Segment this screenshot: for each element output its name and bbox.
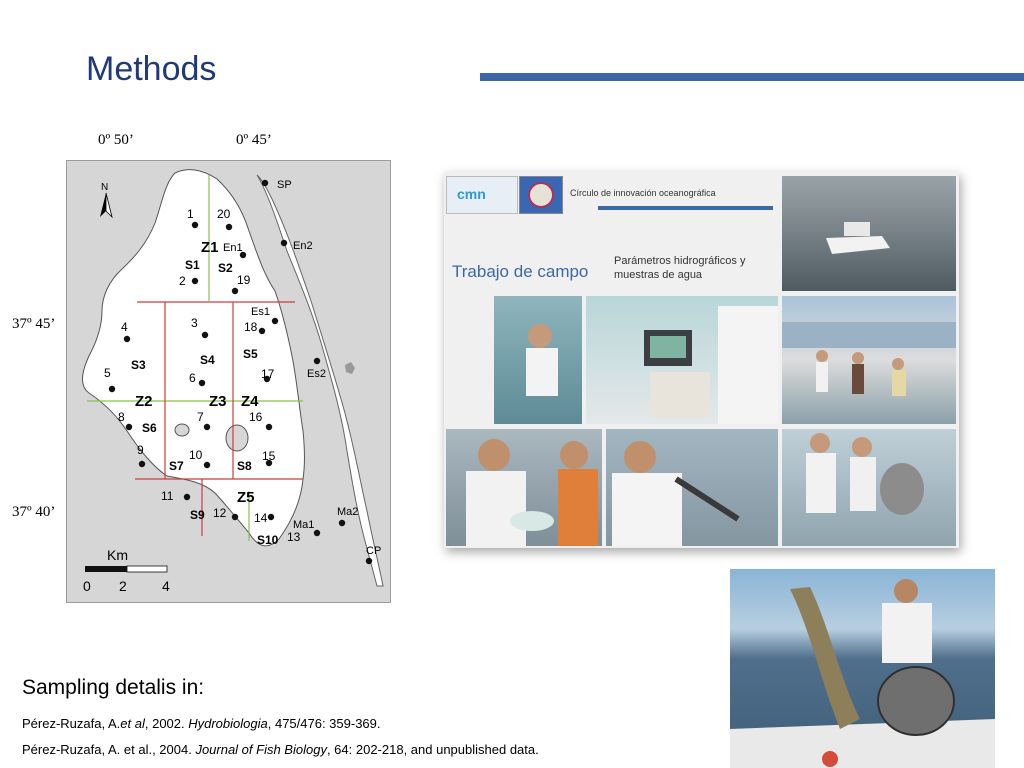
sector-s3: S3 bbox=[131, 358, 146, 372]
zone-z4: Z4 bbox=[241, 393, 259, 410]
station-13: 13 bbox=[287, 530, 301, 544]
station-5: 5 bbox=[104, 366, 111, 380]
north-label: N bbox=[101, 182, 109, 193]
scale-unit: Km bbox=[107, 547, 128, 563]
collage-rule bbox=[598, 206, 773, 210]
sampling-heading: Sampling detalis in: bbox=[22, 676, 205, 699]
photo-sampler-bottle bbox=[494, 296, 582, 424]
field-subtitle bbox=[614, 254, 745, 282]
station-cp: CP bbox=[366, 545, 382, 557]
reference-1 bbox=[22, 716, 381, 731]
station-es1: Es1 bbox=[251, 306, 270, 318]
zone-z2: Z2 bbox=[135, 393, 153, 410]
coord-left-1: 37º 45’ bbox=[12, 316, 56, 332]
zone-z1: Z1 bbox=[201, 239, 219, 256]
sector-s6: S6 bbox=[142, 421, 157, 435]
ref2-authors: Pérez-Ruzafa, A. et al., 2004. bbox=[22, 742, 196, 757]
station-sp: SP bbox=[277, 179, 292, 191]
station-ma2: Ma2 bbox=[337, 506, 359, 518]
station-6: 6 bbox=[189, 371, 196, 385]
photo-divers-dock bbox=[782, 296, 956, 424]
station-18: 18 bbox=[244, 320, 258, 334]
cmn-logo-icon bbox=[446, 176, 518, 214]
station-8: 8 bbox=[118, 410, 125, 424]
scale-tick-2: 2 bbox=[119, 578, 127, 594]
field-subtitle-line-2: muestras de agua bbox=[614, 269, 703, 281]
circle-innovation-logo-icon bbox=[519, 176, 563, 214]
station-4: 4 bbox=[121, 320, 128, 334]
fieldwork-collage bbox=[444, 172, 959, 548]
photo-instrument-screen bbox=[586, 296, 778, 424]
ref1-journal: Hydrobiologia bbox=[188, 716, 268, 731]
station-1: 1 bbox=[187, 207, 194, 221]
field-subtitle-line-1: Parámetros hidrográficos y bbox=[614, 255, 746, 267]
ref1-year: , 2002. bbox=[144, 716, 189, 731]
logo-caption: Círculo de innovación oceanográfica bbox=[570, 188, 716, 198]
coord-top-2: 0º 45’ bbox=[236, 132, 272, 148]
ref2-journal: Journal of Fish Biology bbox=[195, 742, 327, 757]
station-7: 7 bbox=[197, 410, 204, 424]
station-20: 20 bbox=[217, 207, 231, 221]
station-en1: En1 bbox=[223, 242, 243, 254]
sector-s10: S10 bbox=[257, 533, 279, 547]
station-19: 19 bbox=[237, 273, 251, 287]
field-title: Trabajo de campo bbox=[452, 262, 589, 281]
sector-s7: S7 bbox=[169, 459, 184, 473]
station-2: 2 bbox=[179, 274, 186, 288]
ref2-rest: , 64: 202-218, and unpublished data. bbox=[326, 742, 539, 757]
title-accent-rule bbox=[480, 73, 1024, 81]
station-3: 3 bbox=[191, 316, 198, 330]
photo-water-filtering bbox=[446, 429, 602, 546]
scale-tick-4: 4 bbox=[162, 578, 170, 594]
scale-tick-0: 0 bbox=[83, 578, 91, 594]
sector-s8: S8 bbox=[237, 459, 252, 473]
sector-s5: S5 bbox=[243, 347, 258, 361]
zone-z5: Z5 bbox=[237, 489, 255, 506]
station-es2: Es2 bbox=[307, 368, 326, 380]
station-ma1: Ma1 bbox=[293, 519, 315, 531]
ref1-etal: et al bbox=[120, 716, 145, 731]
sector-s1: S1 bbox=[185, 258, 200, 272]
station-12: 12 bbox=[213, 506, 227, 520]
photo-probe-deployment bbox=[606, 429, 778, 546]
zone-z3: Z3 bbox=[209, 393, 227, 410]
photo-boat-sea bbox=[782, 176, 956, 291]
station-9: 9 bbox=[137, 443, 144, 457]
station-17: 17 bbox=[261, 367, 275, 381]
station-16: 16 bbox=[249, 410, 263, 424]
sector-s9: S9 bbox=[190, 508, 205, 522]
ref1-rest: , 475/476: 359-369. bbox=[267, 716, 381, 731]
scale-bar bbox=[85, 566, 127, 572]
lagoon-map bbox=[66, 160, 391, 603]
sector-s2: S2 bbox=[218, 261, 233, 275]
photo-plankton-net bbox=[782, 429, 956, 546]
station-10: 10 bbox=[189, 448, 203, 462]
station-14: 14 bbox=[254, 511, 268, 525]
svg-text:cmn: cmn bbox=[457, 186, 486, 202]
coord-top-1: 0º 50’ bbox=[98, 132, 134, 148]
station-11: 11 bbox=[161, 489, 174, 503]
photo-net-on-boat bbox=[730, 569, 995, 768]
slide-title: Methods bbox=[86, 50, 217, 88]
sector-s4: S4 bbox=[200, 353, 215, 367]
ref1-authors: Pérez-Ruzafa, A. bbox=[22, 716, 121, 731]
station-en2: En2 bbox=[293, 240, 313, 252]
reference-2 bbox=[22, 742, 539, 757]
coord-left-2: 37º 40’ bbox=[12, 504, 56, 520]
station-15: 15 bbox=[262, 449, 276, 463]
lagoon-map-svg bbox=[67, 161, 390, 602]
